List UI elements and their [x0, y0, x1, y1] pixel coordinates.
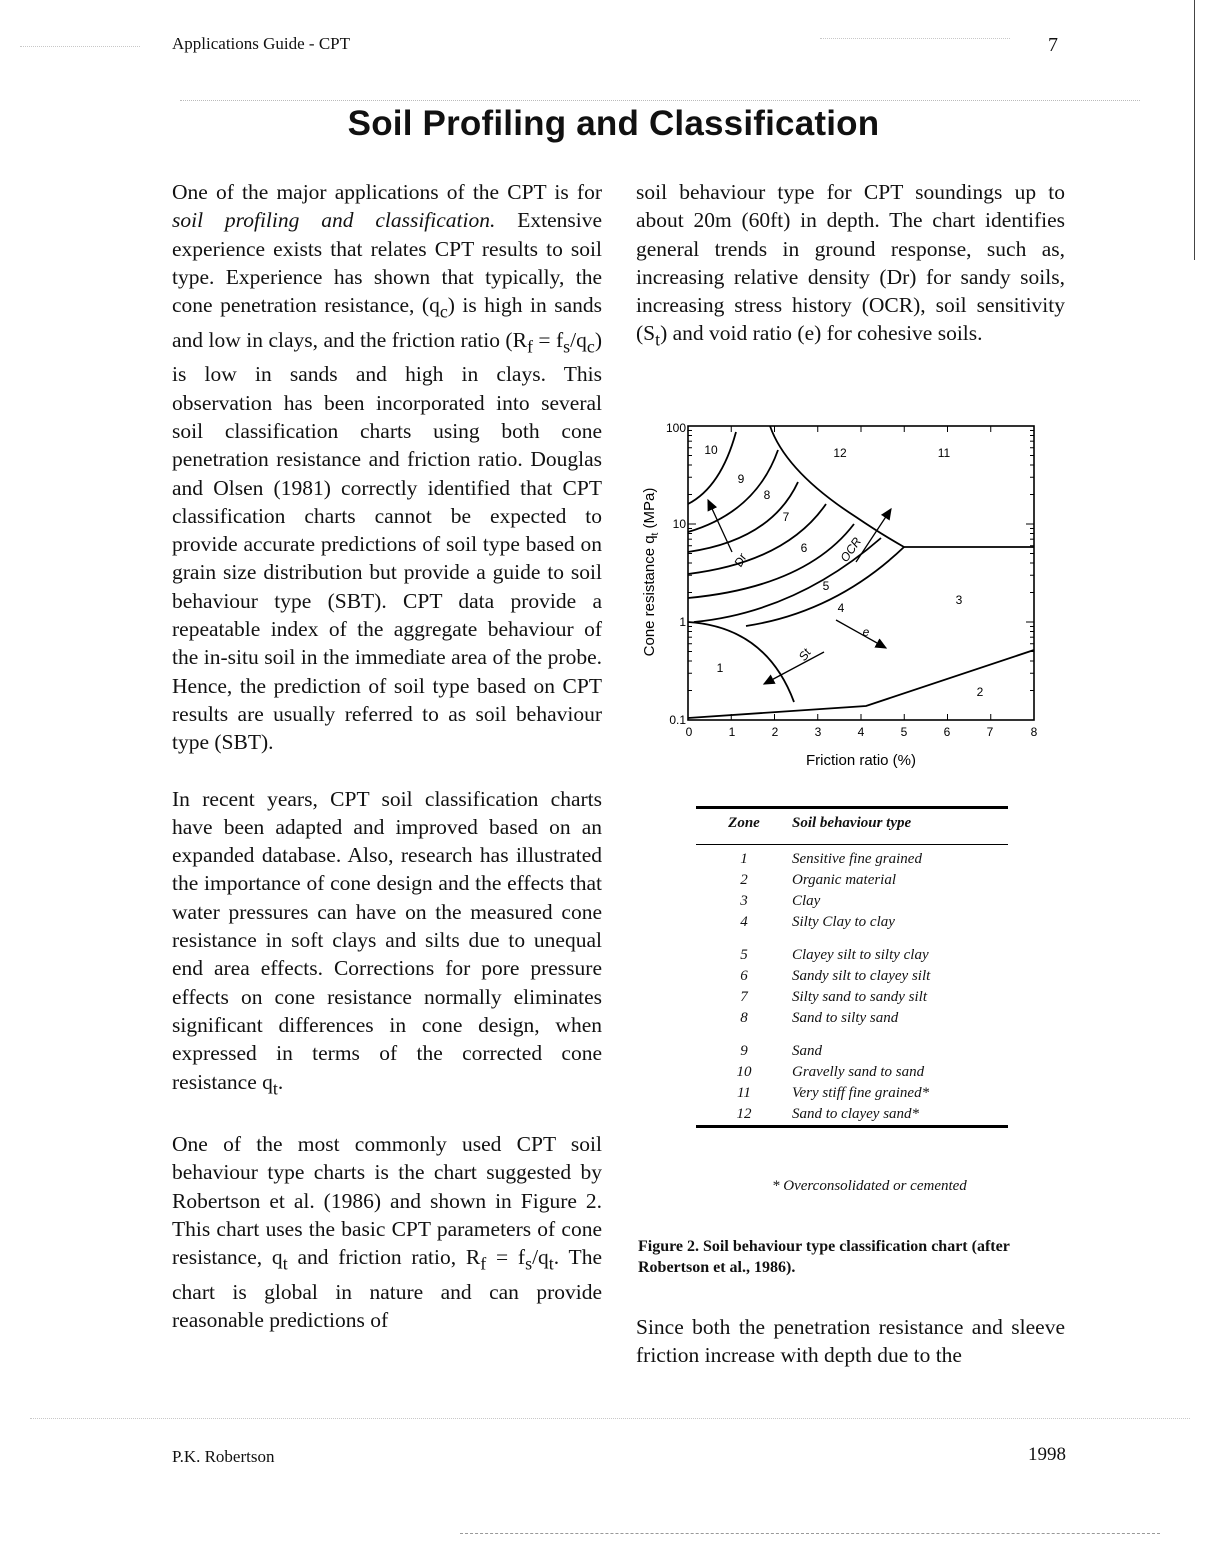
footer-divider	[30, 1418, 1190, 1419]
header-soil-type: Soil behaviour type	[792, 808, 1008, 845]
void-ratio-arrow	[836, 620, 886, 648]
page-title: Soil Profiling and Classification	[347, 104, 880, 143]
zone-label: 3	[955, 593, 963, 607]
trend-label-e: e	[862, 625, 870, 639]
table-row	[696, 933, 1008, 966]
soil-type: Sandy silt to clayey silt	[792, 968, 931, 984]
table-row	[696, 912, 1008, 933]
zone-numbers	[704, 443, 983, 699]
running-header: Applications Guide - CPT	[172, 34, 351, 53]
paragraph-2: In recent years, CPT soil classification charts have been adapted and improved based on an expanded database. Also, research has illustrated the importance of cone design and the effects that water pressures can have on the measured cone resistance in soft clays and silts due to unequal end area effects. Corrections for pore pressure effects on cone resistance normally eliminates significant differences in cone design, when expressed in terms of the corrected cone resistance $q_t$.	[172, 786, 602, 1098]
zone-number: 1	[740, 851, 748, 867]
zone-table	[696, 806, 1008, 1128]
soil-type: Organic material	[792, 872, 897, 888]
zone-number: 6	[740, 968, 748, 984]
footer-year: 1998	[1028, 1444, 1066, 1465]
scan-noise	[460, 1533, 1160, 1534]
zone-label: 8	[763, 488, 771, 502]
zone-label: 1	[716, 661, 724, 675]
x-tick-label: 7	[986, 725, 994, 739]
zone-label: 10	[704, 443, 718, 457]
table-row	[696, 1083, 1008, 1104]
header-divider	[180, 100, 1140, 101]
y-tick-labels	[666, 421, 686, 727]
soil-type: Gravelly sand to sand	[792, 1064, 925, 1080]
zone-table-header	[696, 808, 1008, 845]
soil-type: Clay	[792, 893, 821, 909]
zone-number: 5	[740, 947, 748, 963]
x-tick-label: 8	[1030, 725, 1038, 739]
table-row	[696, 1008, 1008, 1029]
boundary-zone2	[688, 650, 1034, 718]
boundary-zone12-3	[770, 426, 1034, 547]
soil-type: Silty Clay to clay	[792, 914, 895, 930]
zone-label: 11	[937, 446, 951, 460]
table-row	[696, 1062, 1008, 1083]
zone-label: 5	[822, 579, 830, 593]
left-column	[172, 178, 602, 1362]
zone-number: 10	[736, 1064, 752, 1080]
y-tick-label: 0.1	[669, 713, 686, 727]
sbt-chart	[636, 412, 1056, 782]
soil-type: Very stiff fine grained*	[792, 1085, 930, 1101]
zone-number: 4	[740, 914, 748, 930]
soil-type: Sensitive fine grained	[792, 851, 922, 867]
scan-noise	[20, 46, 140, 47]
x-tick-label: 3	[814, 725, 822, 739]
soil-type: Sand to silty sand	[792, 1010, 899, 1026]
x-tick-labels	[686, 725, 1038, 739]
trend-label-ocr: OCR	[837, 534, 865, 565]
x-tick-label: 5	[900, 725, 908, 739]
table-row	[696, 987, 1008, 1008]
table-row	[696, 1029, 1008, 1062]
page-number: 7	[1048, 34, 1058, 56]
x-tick-label: 0	[685, 725, 693, 739]
header-zone: Zone	[696, 808, 792, 845]
zone-label: 7	[782, 510, 790, 524]
x-tick-label: 4	[857, 725, 865, 739]
soil-type: Silty sand to sandy silt	[792, 989, 927, 1005]
paragraph-right-2: Since both the penetration resistance and sleeve friction increase with depth due to the	[636, 1315, 1065, 1368]
x-tick-label: 2	[771, 725, 779, 739]
figure-caption: Figure 2. Soil behaviour type classification chart (after Robertson et al., 1986).	[638, 1238, 1010, 1276]
zone-number: 3	[740, 893, 748, 909]
boundary-zone1	[688, 622, 794, 702]
zone-number: 2	[740, 872, 748, 888]
soil-type: Sand	[792, 1043, 822, 1059]
zone-number: 8	[740, 1010, 748, 1026]
soil-type: Clayey silt to silty clay	[792, 947, 929, 963]
table-row	[696, 1104, 1008, 1127]
table-row	[696, 870, 1008, 891]
right-column-continuation	[636, 1313, 1065, 1398]
zone-number: 9	[740, 1043, 748, 1059]
axis-ticks	[688, 426, 1034, 720]
paragraph-1: One of the major applications of the CPT is for soil profiling and classification. Extensive experience exists that relates CPT results to soil type. Experience has shown that typically, the cone penetration resistance, $(q_c)$ is high in sands and low in clays, and the friction ratio $(R_f = f_s/q_c)$ is low in sands and high in clays. This observation has been incorporated into several soil classification charts using both cone penetration resistance and friction ratio. Douglas and Olsen (1981) correctly identified that CPT classification charts cannot be expected to provide accurate predictions of soil type based on grain size distribution but provide a guide to soil behaviour type (SBT). CPT data provide a repeatable index of the aggregate behaviour of the in-situ soil in the immediate area of the probe. Hence, the prediction of soil type based on CPT results are usually referred to as soil behaviour type (SBT).	[172, 180, 602, 755]
boundary-6-7	[688, 504, 826, 574]
x-tick-label: 1	[728, 725, 736, 739]
y-tick-label: 1	[679, 615, 686, 629]
zone-label: 6	[800, 541, 808, 555]
x-tick-label: 6	[943, 725, 951, 739]
scan-noise	[820, 38, 1010, 39]
paragraph-right-1: soil behaviour type for CPT soundings up to about 20m (60ft) in depth. The chart identifies general trends in ground response, such as, increasing relative density (Dr) for sandy soils, increasing stress history (OCR), soil sensitivity $(S_t)$ and void ratio (e) for cohesive soils.	[636, 180, 1065, 350]
trend-label-dr: Dr	[731, 551, 750, 570]
zone-number: 7	[740, 989, 748, 1005]
soil-type: Sand to clayey sand*	[792, 1104, 1008, 1127]
table-row	[696, 891, 1008, 912]
plot-frame	[688, 426, 1034, 720]
footer-author: P.K. Robertson	[172, 1447, 275, 1466]
right-column-intro	[636, 178, 1065, 382]
paragraph-3: One of the most commonly used CPT soil behaviour type charts is the chart suggested by Robertson et al. (1986) and shown in Figure 2. This chart uses the basic CPT parameters of cone resistance, $q_t$ and friction ratio, $R_f = f_s/q_t$. The chart is global in nature and can provide reasonable predictions of	[172, 1132, 602, 1333]
trend-label-st: St	[795, 646, 814, 664]
zone-number: 11	[737, 1085, 751, 1101]
table-row	[696, 966, 1008, 987]
sensitivity-arrow	[764, 652, 824, 684]
zone-label: 9	[737, 472, 745, 486]
x-axis-label: Friction ratio (%)	[805, 752, 917, 769]
table-row	[696, 845, 1008, 871]
zone-label: 4	[837, 601, 845, 615]
zone-boundaries	[688, 426, 1034, 718]
zone-label: 12	[833, 446, 847, 460]
y-tick-label: 100	[665, 421, 686, 435]
table-footnote: * Overconsolidated or cemented	[772, 1178, 967, 1194]
zone-number: 12	[696, 1104, 792, 1127]
zone-label: 2	[976, 685, 984, 699]
y-axis-label: Cone resistance $q_t$ (MPa)	[641, 487, 661, 657]
y-tick-label: 10	[672, 517, 686, 531]
